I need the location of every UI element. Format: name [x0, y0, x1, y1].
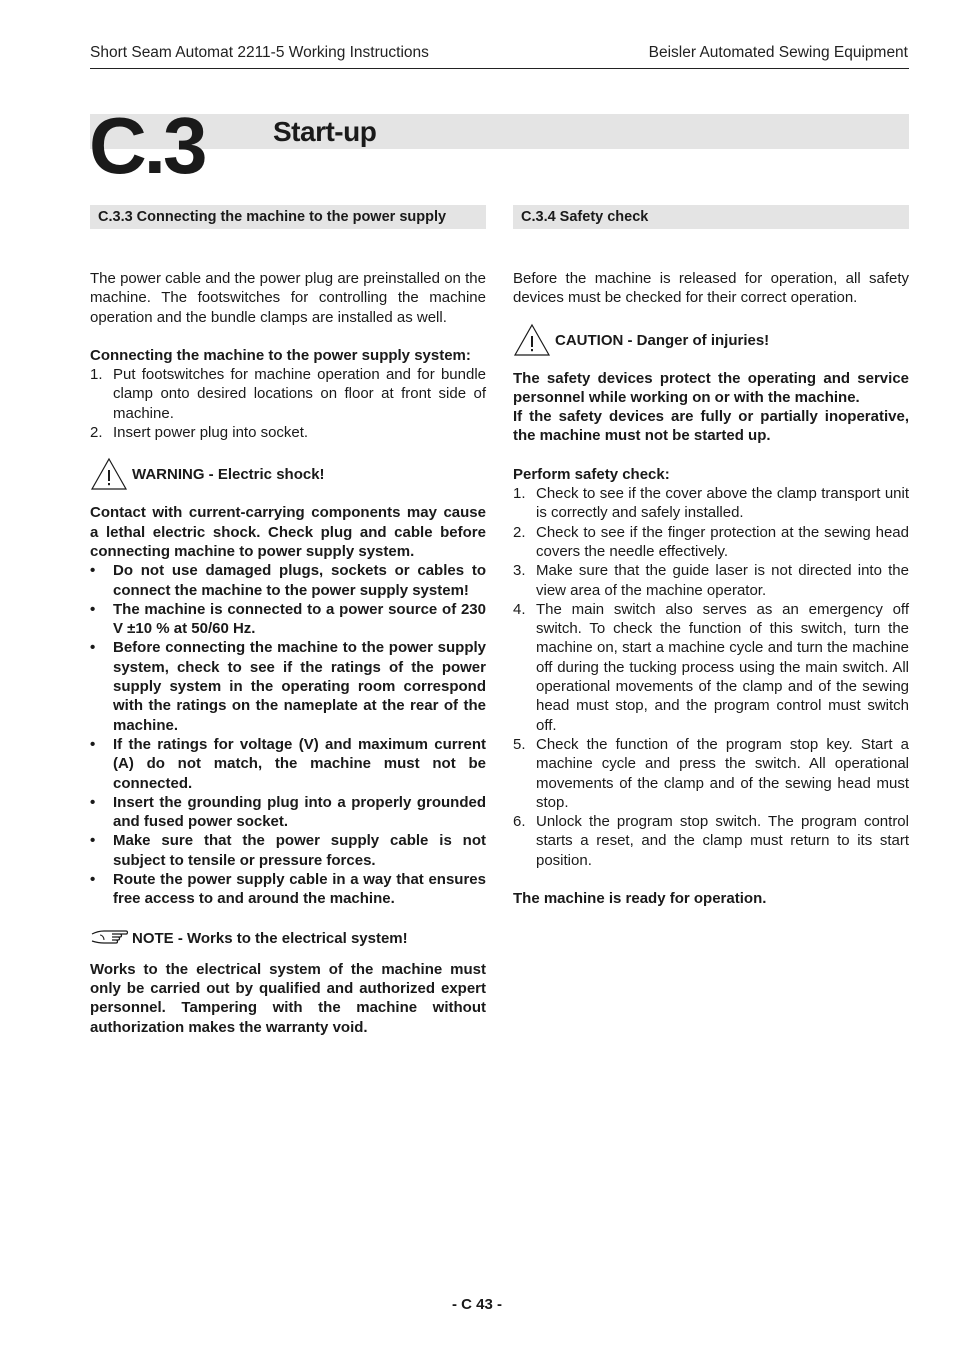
- caution-text-1: The safety devices protect the operating and service personnel while working on or with the machine.: [513, 369, 909, 406]
- left-column: [90, 205, 486, 1037]
- list-item: • Insert the grounding plug into a properly grounded and fused power socket.: [90, 793, 486, 831]
- caution-notice: [513, 327, 909, 359]
- list-item: 2. Insert power plug into socket.: [90, 424, 309, 442]
- list-item: • Do not use damaged plugs, sockets or cables to connect the machine to the power supply system!: [90, 562, 486, 599]
- note-label: NOTE - Works to the electrical system!: [132, 929, 408, 947]
- header-right: Beisler Automated Sewing Equipment: [648, 44, 908, 61]
- list-item: 1. Put footswitches for machine operation and for bundle clamp onto desired locations on floor at front side of machine.: [90, 366, 486, 422]
- safety-steps: [513, 484, 909, 870]
- header-left: Short Seam Automat 2211-5 Working Instructions: [90, 44, 429, 61]
- list-item: • If the ratings for voltage (V) and maximum current (A) do not match, the machine must not be connected.: [90, 735, 486, 792]
- list-item: 6. Unlock the program stop switch. The program control starts a reset, and the clamp must return to its start position.: [513, 813, 909, 869]
- warning-text: Contact with current-carrying components may cause a lethal electric shock. Check plug and cable before connecting machine to power supply system.: [90, 504, 486, 560]
- safety-bullets: [90, 561, 486, 908]
- chapter-title: Start-up: [273, 116, 377, 147]
- warning-triangle-icon: [90, 457, 128, 491]
- list-item: 5. Check the function of the program stop key. Start a machine cycle and press the switch. All operational movements of the clamp and of the sewing head must stop.: [513, 735, 909, 811]
- note-notice: [90, 928, 486, 950]
- chapter-number: C.3: [89, 101, 205, 190]
- list-item: 1. Check to see if the cover above the clamp transport unit is correctly and safely installed.: [513, 485, 909, 522]
- section-heading-power-supply: C.3.3 Connecting the machine to the power supply: [90, 205, 486, 229]
- caution-text-2: If the safety devices are fully or partially inoperative, the machine must not be started up.: [513, 408, 909, 445]
- page-number: - C 43 -: [451, 1296, 502, 1313]
- power-intro: The power cable and the power plug are preinstalled on the machine. The footswitches for controlling the machine operation and the bundle clamps are installed as well.: [90, 270, 486, 326]
- chapter-band: [90, 114, 909, 149]
- list-item: • Route the power supply cable in a way that ensures free access to and around the machine.: [90, 871, 486, 908]
- caution-label: CAUTION - Danger of injuries!: [555, 331, 770, 349]
- section-heading-safety-check: C.3.4 Safety check: [513, 205, 909, 229]
- warning-label: WARNING - Electric shock!: [132, 466, 325, 484]
- note-text: Works to the electrical system of the machine must only be carried out by qualified and authorized expert personnel. Tampering with the machine without authorization makes the warranty void.: [90, 960, 486, 1036]
- list-item: 2. Check to see if the finger protection at the sewing head covers the needle effectively.: [513, 523, 909, 560]
- ready-text: The machine is ready for operation.: [513, 890, 767, 908]
- pointing-hand-icon: [90, 926, 130, 950]
- steps-title: Connecting the machine to the power supply system:: [90, 346, 471, 364]
- list-item: • The machine is connected to a power source of 230 V ±10 % at 50/60 Hz.: [90, 600, 486, 638]
- warning-notice: [90, 461, 486, 493]
- safety-steps-title: Perform safety check:: [513, 465, 670, 483]
- header-rule: [90, 68, 909, 69]
- list-item: • Before connecting the machine to the power supply system, check to see if the ratings of the power supply system in the operating room correspond with the ratings on the nameplate at the rear of the machine.: [90, 639, 486, 734]
- right-column: [513, 205, 909, 908]
- list-item: 3. Make sure that the guide laser is not directed into the view area of the machine operator.: [513, 562, 909, 599]
- warning-triangle-icon: [513, 323, 551, 357]
- list-item: • Make sure that the power supply cable is not subject to tensile or pressure forces.: [90, 832, 486, 869]
- safety-intro: Before the machine is released for operation, all safety devices must be checked for their correct operation.: [513, 270, 909, 307]
- connection-steps: [90, 365, 486, 442]
- list-item: 4. The main switch also serves as an emergency off switch. To check the function of this switch, turn the machine on, start a machine cycle and turn the machine off during the tucking process using the main switch. All operational movements of the clamp and of the sewing head must stop, and the program control must switch off.: [513, 600, 909, 734]
